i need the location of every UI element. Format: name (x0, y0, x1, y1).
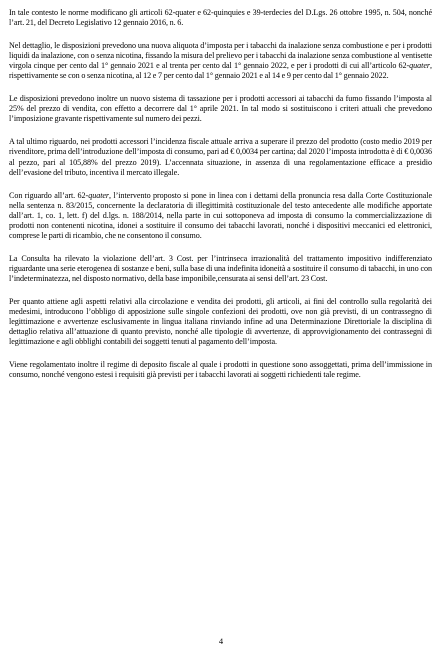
paragraph-spacer (9, 347, 432, 360)
paragraph-text: Con riguardo all’art. 62- (9, 190, 89, 200)
paragraph-text: Nel dettaglio, le disposizioni prevedono una nuova aliquota d’imposta per i tabacchi da inalazione senza combustione e per i prodotti liquidi da inalazione, con o senza nicotina, fissando la misura del prelievo per i tabacchi da inalazione senza combustione al ventisette virgola cinque per cento dal 1° gennaio 2021 e al trenta per cento dal 1° gennaio 2022, e per i prodotti di cui all’articolo 62- (9, 41, 432, 71)
paragraph-spacer (9, 28, 432, 41)
paragraph-spacer (9, 124, 432, 137)
paragraph-4 (9, 137, 432, 177)
paragraph-text: Le disposizioni prevedono inoltre un nuovo sistema di tassazione per i prodotti accessori ai tabacchi da fumo fissando l’imposta al 25% del prezzo di vendita, con effetto a decorrere dal 1° aprile 2021. In tal modo si sostituiscono i criteri attuali che prevedono l’imposizione gravante rispettivamente sul numero dei pezzi. (9, 94, 432, 124)
italic-text: quater (88, 190, 110, 200)
paragraph-8 (9, 360, 432, 380)
paragraph-spacer (9, 241, 432, 254)
paragraph-text: In tale contesto le norme modificano gli articoli 62-quater e 62-quinquies e 39-terdecies del D.Lgs. 26 ottobre 1995, n. 504, nonché l’art. 21, del Decreto Legislativo 12 gennaio 2016, n. 6. (9, 8, 432, 28)
paragraph-2 (9, 41, 432, 81)
paragraph-6 (9, 254, 432, 284)
paragraph-spacer (9, 178, 432, 191)
paragraph-7 (9, 297, 432, 347)
paragraph-text: , l’intervento proposto si pone in linea con i dettami della pronuncia resa dalla Corte Costituzionale nella sentenza n. 83/2015, concernente la declaratoria di illegittimità costituzionale del testo antecedente alle modifiche apportate dall’art. 1, co. 1, lett. f) del d.lgs. n. 188/2014, nella parte in cui sottoponeva ad imposta di consumo la commercializzazione di prodotti non contenenti nicotina, idonei a sostituire il consumo dei tabacchi lavorati, nonché i dispositivi meccanici ed elettronici, comprese le parti di ricambio, che ne consentono il consumo. (9, 190, 432, 240)
paragraph-text: Per quanto attiene agli aspetti relativi alla circolazione e vendita dei prodotti, gli articoli, ai fini del controllo sulla regolarità dei medesimi, introducono l’obbligo di apposizione sulle singole confezioni dei prodotti, ove non già previsti, di un contrassegno di legittimazione e avvertenze esclusivamente in lingua italiana rinviando infine ad una Determinazione Direttoriale la disciplina di dettaglio relativa all’attuazione di quanto previsto, nonché alle tipologie di avvertenze, di approvvigionamento dei contrassegni di legittimazione e agli obblighi contabili dei soggetti tenuti al pagamento dell’imposta. (9, 296, 432, 347)
paragraph-5 (9, 191, 432, 241)
paragraph-1 (9, 8, 432, 28)
paragraph-3 (9, 94, 432, 124)
paragraph-text: , rispettivamente se con o senza nicotina, al 12 e 7 per cento dal 1° gennaio 2021 e al 14 e 9 per cento dal 1° gennaio 2022. (9, 61, 432, 81)
paragraph-spacer (9, 81, 432, 94)
page-number: 4 (218, 636, 224, 646)
body-text (9, 8, 432, 380)
paragraph-text: La Consulta ha rilevato la violazione dell’art. 3 Cost. per l’intrinseca irrazionalità del trattamento impositivo indifferenziato riguardante una serie eterogenea di sostanze e beni, sulla base di una indefinita idoneità a sostituire il consumo di tabacchi, in uno con l’indeterminatezza, nel disposto normativo, della base imponibile,censurata ai sensi dell’art. 23 Cost. (9, 253, 432, 283)
italic-text: quater (409, 61, 431, 71)
paragraph-spacer (9, 284, 432, 297)
paragraph-text: A tal ultimo riguardo, nei prodotti accessori l’incidenza fiscale attuale arriva a superare il prezzo del prodotto (costo medio 2019 per rivenditore, prima dell’introduzione dell’imposta di consumo, pari ad € 0,0034 per cartina; dal 2020 l’imposta introdotta è di € 0,0036 al pezzo, pari al 105,88% del prezzo 2019). L’accennata situazione, in assenza di una regolamentazione efficace a presidio dell’evasione del tributo, incentiva il mercato illegale. (9, 137, 432, 177)
paragraph-text: Viene regolamentato inoltre il regime di deposito fiscale al quale i prodotti in questione sono assoggettati, prima dell’immissione in consumo, nonché vengono estesi i requisiti già previsti per i tabacchi lavorati ai soggetti richiedenti tale regime. (9, 360, 432, 380)
